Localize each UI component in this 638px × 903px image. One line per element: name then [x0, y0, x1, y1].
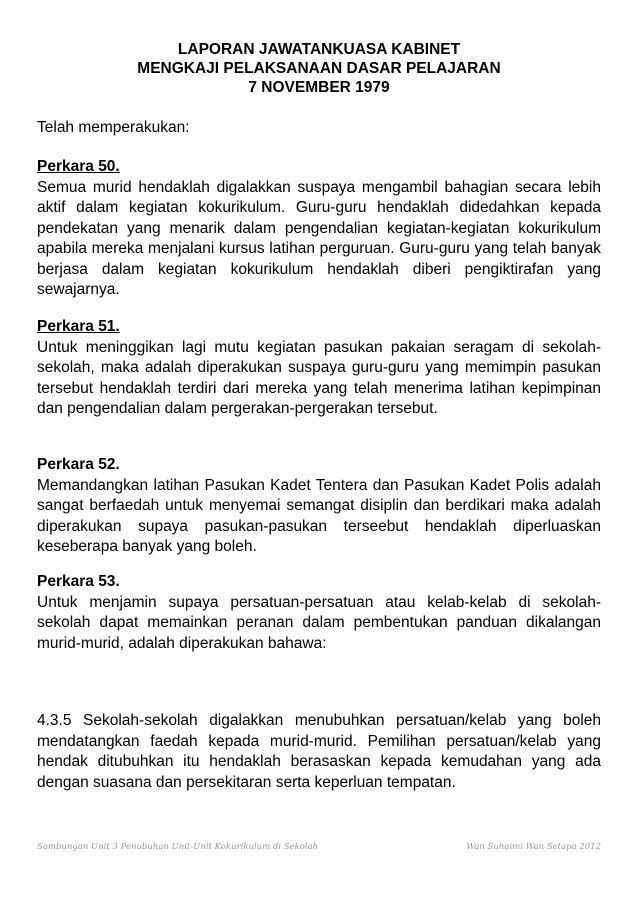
section-title: Perkara 53.	[37, 573, 120, 590]
footer-right: Wan Suhaimi Wan Setapa 2012	[466, 842, 601, 852]
section-title: Perkara 52.	[37, 456, 120, 473]
section-body: Untuk meninggikan lagi mutu kegiatan pasukan pakaian seragam di sekolah-sekolah, maka adalah diperakukan suspaya guru-guru yang memimpin pasukan tersebut hendaklah terdiri dari mereka yang telah menerima latihan kepimpinan dan pengendalian dalam pergerakan-pergerakan tersebut.	[37, 338, 601, 417]
section-title: Perkara 50.	[37, 158, 120, 175]
section-perkara-51	[37, 317, 601, 420]
section-perkara-52	[37, 455, 601, 558]
section-perkara-50	[37, 157, 601, 301]
section-title: Perkara 51.	[37, 318, 120, 335]
header-line-1: LAPORAN JAWATANKUASA KABINET	[177, 41, 461, 58]
clause-4-3-5	[37, 711, 601, 793]
header-line-2: MENGKAJI PELAKSANAAN DASAR PELAJARAN	[137, 60, 501, 77]
footer-left: Sambungan Unit 3 Penubuhan Unit-Unit Kokurikulum di Sekolah	[37, 842, 319, 852]
clause-text: 4.3.5 Sekolah-sekolah digalakkan menubuhkan persatuan/kelab yang boleh mendatangkan faedah kepada murid-murid. Pemilihan persatuan/kelab yang hendak ditubuhkan itu hendaklah berasaskan kepada kemudahan yang ada dengan suasana dan persekitaran serta keperluan tempatan.	[37, 712, 601, 791]
section-perkara-53	[37, 572, 601, 654]
section-body: Semua murid hendaklah digalakkan suspaya mengambil bahagian secara lebih aktif dalam kegiatan kokurikulum. Guru-guru hendaklah didedahkan kepada pendekatan yang menarik dalam pengendalian kegiatan-kegiatan kokurikulum apabila mereka menjalani kursus latihan perguruan. Guru-guru yang telah banyak berjasa dalam kegiatan kokurikulum hendaklah diberi pengiktirafan yang sewajarnya.	[37, 178, 601, 298]
section-body: Untuk menjamin supaya persatuan-persatuan atau kelab-kelab di sekolah-sekolah dapat memainkan peranan dalam pembentukan panduan dikalangan murid-murid, adalah diperakukan bahawa:	[37, 593, 601, 652]
section-body: Memandangkan latihan Pasukan Kadet Tentera dan Pasukan Kadet Polis adalah sangat berfaedah untuk menyemai semangat disiplin dan berdikari maka adalah diperakukan supaya pasukan-pasukan terseebut hendaklah diperluaskan keseberapa banyak yang boleh.	[37, 476, 601, 555]
intro-text: Telah memperakukan:	[37, 119, 190, 136]
document-header	[37, 40, 601, 97]
header-date: 7 NOVEMBER 1979	[248, 79, 390, 96]
